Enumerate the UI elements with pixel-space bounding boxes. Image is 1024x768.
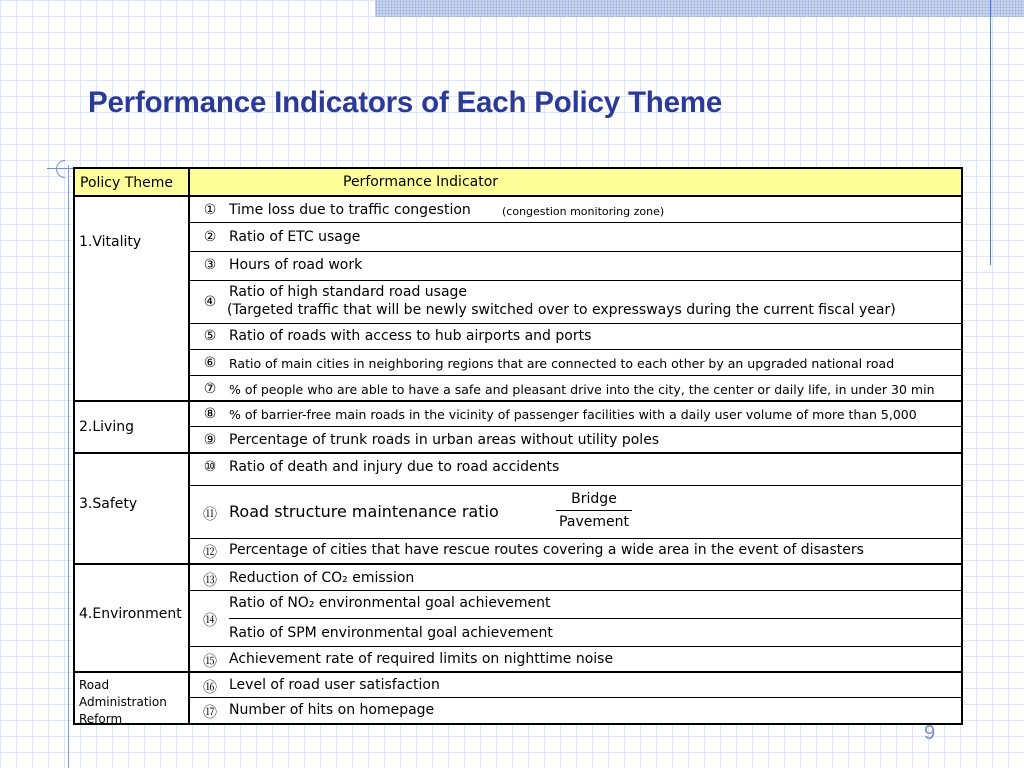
theme-safety: 3.Safety <box>75 454 188 565</box>
theme-living: 2.Living <box>75 402 188 454</box>
indicator-row-8: ⑧ % of barrier-free main roads in the vicinity of passenger facilities with a daily user volume of more than 5,000 <box>190 402 961 427</box>
indicator-row-3: ③ Hours of road work <box>190 252 961 281</box>
header-performance-indicator: Performance Indicator <box>190 169 961 197</box>
policy-theme-column <box>75 169 190 726</box>
bridge-label: Bridge <box>556 490 632 511</box>
indicator-row-13: ⑬ Reduction of CO₂ emission <box>190 565 961 591</box>
header-policy-theme: Policy Theme <box>75 169 188 197</box>
indicator-row-4: ④ Ratio of high standard road usage (Targeted traffic that will be newly switched over to expressways during the current fiscal year) <box>190 281 961 324</box>
indicator-row-1: ① Time loss due to traffic congestion (congestion monitoring zone) <box>190 197 961 223</box>
indicator-row-14: ⑭ Ratio of NO₂ environmental goal achievement Ratio of SPM environmental goal achievement <box>190 591 961 647</box>
indicator-row-10: ⑩ Ratio of death and injury due to road accidents <box>190 454 961 486</box>
indicator-row-6: ⑥ Ratio of main cities in neighboring regions that are connected to each other by an upgraded national road <box>190 350 961 376</box>
indicator-row-7: ⑦ % of people who are able to have a safe and pleasant drive into the city, the center or daily life, in under 30 min <box>190 376 961 402</box>
decorative-rule-right <box>990 0 991 265</box>
slide-title: Performance Indicators of Each Policy Theme <box>88 86 723 119</box>
performance-indicator-column <box>190 169 961 723</box>
indicator-table <box>73 167 963 725</box>
pavement-label: Pavement <box>559 514 629 530</box>
indicator-row-2: ② Ratio of ETC usage <box>190 223 961 252</box>
indicator-row-12: ⑫ Percentage of cities that have rescue routes covering a wide area in the event of disasters <box>190 539 961 565</box>
indicator-row-11: ⑪ Road structure maintenance ratio Bridge Pavement <box>190 486 961 539</box>
theme-road-administration-reform: Road Administration Reform <box>79 678 167 726</box>
maintenance-ratio-breakdown <box>556 490 632 531</box>
indicator-row-9: ⑨ Percentage of trunk roads in urban areas without utility poles <box>190 427 961 454</box>
indicator-row-5: ⑤ Ratio of roads with access to hub airports and ports <box>190 324 961 350</box>
theme-vitality: 1.Vitality <box>75 197 188 402</box>
header-band <box>375 0 1024 17</box>
theme-environment: 4.Environment <box>75 565 188 673</box>
indicator-row-17: ⑰ Number of hits on homepage <box>203 702 435 721</box>
indicator-row-15: ⑮ Achievement rate of required limits on nighttime noise <box>190 647 961 673</box>
decorative-rule-left <box>68 165 69 768</box>
page-number: 9 <box>924 722 936 744</box>
indicator-14-divider <box>229 618 961 619</box>
indicator-row-16: ⑯ Level of road user satisfaction <box>190 673 961 698</box>
